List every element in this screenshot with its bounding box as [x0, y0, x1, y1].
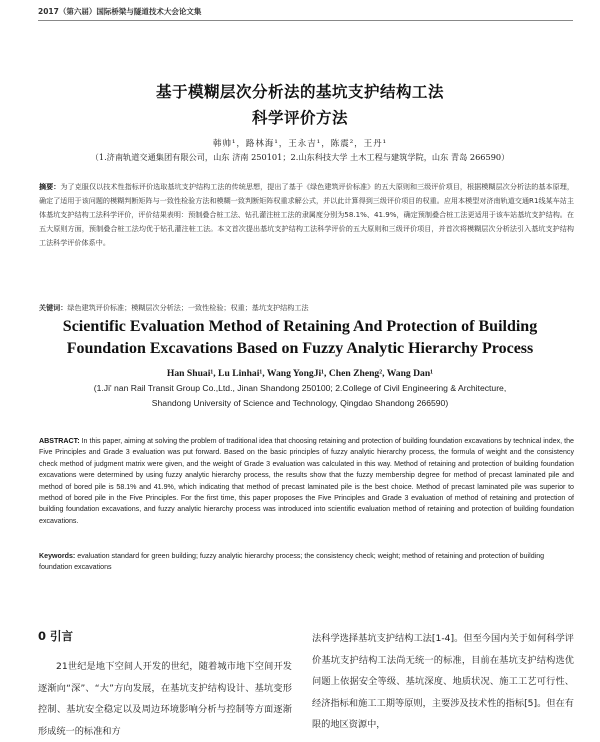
affiliation-cn: （1.济南轨道交通集团有限公司，山东 济南 250101；2.山东科技大学 土木工程与建筑学院，山东 青岛 266590）	[90, 152, 510, 162]
title-en-line1: Scientific Evaluation Method of Retaining And Protection of Building	[62, 318, 538, 335]
title-en-line2: Foundation Excavations Based on Fuzzy Analytic Hierarchy Process	[66, 340, 534, 357]
authors-en: Han Shuai¹, Lu Linhai¹, Wang YongJi¹, Chen Zheng², Wang Dan¹	[166, 368, 434, 379]
keywords-cn	[39, 303, 574, 313]
abstract-cn-label: 摘要：	[39, 182, 61, 191]
affiliation-en-line2: Shandong University of Science and Technology, Qingdao Shandong 266590)	[151, 398, 449, 408]
keywords-en	[39, 551, 574, 574]
keywords-cn-text: 绿色建筑评价标准；模糊层次分析法；一致性检验；权重；基坑支护结构工法	[67, 303, 309, 312]
abstract-en	[39, 436, 574, 527]
title-cn-line1: 基于模糊层次分析法的基坑支护结构工法	[155, 83, 444, 101]
body-column-left: 21世纪是地下空间人开发的世纪，随着城市地下空间开发逐渐向“深”、“大”方向发展，在基坑支护结构设计、基坑变形控制、基坑安全稳定以及周边环境影响分析与控制等方面逐渐形成统一的标准和方	[38, 661, 292, 737]
running-header: 2017（第六届）国际桥梁与隧道技术大会论文集	[38, 6, 573, 21]
abstract-en-label: ABSTRACT:	[39, 437, 80, 445]
title-cn-line2: 科学评价方法	[251, 109, 348, 127]
keywords-en-text: evaluation standard for green building; fuzzy analytic hierarchy process; the consistency check; weight; method of retaining and protection of building foundation excavations	[39, 552, 545, 572]
keywords-en-label: Keywords:	[39, 552, 76, 560]
abstract-en-text: In this paper, aiming at solving the problem of traditional idea that choosing retaining and protection of building foundation excavations by technical index, the Five Principles and Grade 3 evaluation was put forward. Based on the basic principles of fuzzy analytic hierarchy process, the formula of weight and the consistency check method of judgment matrix were given, and the weight of Grade 3 evaluation was calculated in this way. Method of retaining and protection of building foundation excavations were determined by using fuzzy analytic hierarchy process, the results show that the fuzzy membership degree for method of precast laminated pile and method of bored pile is 58.1% and 41.9%, which indicating that method of precast laminated pile is the best choice. Method of precast laminated pile was superior to method of bored pile in the Five Principles. For the first time, this paper proposes the Five Principles and Grade 3 evaluation of method of retaining and protection of building foundation excavations, and fuzzy analytic hierarchy process was introduced into scientific evaluation method of retaining and protection of building foundation excavations.	[39, 437, 574, 525]
keywords-cn-label: 关键词：	[39, 303, 68, 312]
authors-cn: 韩帅¹，路林海¹，王永吉¹，陈震²，王丹¹	[212, 139, 388, 149]
abstract-cn-text: 为了克服仅以技术性指标评价选取基坑支护结构工法的传统思想，提出了基于《绿色建筑评价标准》的五大原则和三级评价项目，根据模糊层次分析法的基本原理，确定了适用于该问题的模糊判断矩阵与一致性检验方法和模糊一致判断矩阵权重求解公式，并以此计算得到三级评价项目的权重。应用本模型对济南轨道交通R1线某车站主体基坑支护结构工法科学评价，评价结果表明：预制叠合桩工法、钻孔灌注桩工法的隶属度分别为58.1%、41.9%，确定预制叠合桩工法更适用于该车站基坑支护结构。在五大原则方面，预制叠合桩工法均优于钻孔灌注桩工法。本文首次提出基坑支护结构工法科学评价的五大原则和三级评价项目，并首次将模糊层次分析法引入基坑支护结构工法科学评价体系中。	[39, 182, 574, 247]
body-column-right: 法科学选择基坑支护结构工法[1-4]。但至今国内关于如何科学评价基坑支护结构工法尚无统一的标准，目前在基坑支护结构选优问题上依据安全等级、基坑深度、地质状况、施工工艺可行性、经济指标和施工工期等原则，主要涉及技术性的指标[5]。但在有限的地区资源中，	[312, 633, 574, 730]
section-heading-introduction: 0 引言	[38, 629, 74, 643]
abstract-cn	[39, 180, 574, 250]
affiliation-en-line1: (1.Ji' nan Rail Transit Group Co.,Ltd., Jinan Shandong 250100; 2.College of Civil Engineering & Architecture,	[93, 383, 507, 393]
